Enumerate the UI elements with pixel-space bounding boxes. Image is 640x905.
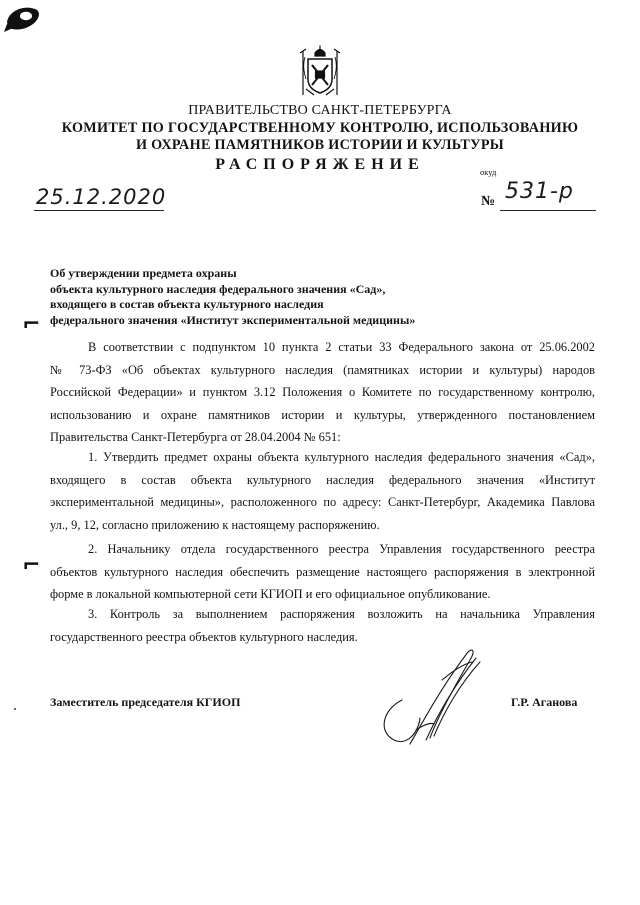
paragraph-line: государственного реестра объектов культурного наследия. — [50, 629, 358, 644]
subject-line: федерального значения «Институт экспериментальной медицины» — [50, 312, 416, 327]
coat-of-arms-emblem — [298, 45, 342, 97]
document-subject — [50, 266, 415, 328]
paragraph-line: 2. Начальнику отдела государственного реестра Управления государственного реестра — [88, 542, 595, 556]
government-title: ПРАВИТЕЛЬСТВО САНКТ-ПЕТЕРБУРГА — [188, 103, 452, 118]
committee-title-line-2: И ОХРАНЕ ПАМЯТНИКОВ ИСТОРИИ И КУЛЬТУРЫ — [135, 137, 505, 153]
signatory-name: Г.Р. Аганова — [511, 695, 578, 709]
paragraph-line: использованию и охране памятников истории и культуры, утвержденного постановлением — [50, 407, 595, 422]
paragraph-line: входящего в состав объекта культурного наследия федерального значения «Институт — [50, 472, 595, 487]
paragraph-line: форме в локальной компьютерной сети КГИОП и его официальное опубликование. — [50, 587, 491, 602]
scan-speck — [14, 708, 16, 710]
item-3-paragraph — [50, 603, 595, 648]
item-2-paragraph — [50, 538, 595, 606]
margin-mark: ⌐ — [22, 312, 41, 337]
okud-label: окуд — [480, 167, 497, 177]
signatory-role: Заместитель председателя КГИОП — [50, 695, 241, 709]
committee-title-line-1: КОМИТЕТ ПО ГОСУДАРСТВЕННОМУ КОНТРОЛЮ, ИСПОЛЬЗОВАНИЮ — [61, 120, 579, 136]
number-underline — [500, 210, 596, 211]
paragraph-line: 1. Утвердить предмет охраны объекта культурного наследия федерального значения «Сад», — [88, 450, 595, 464]
handwritten-order-number: 531-р — [505, 179, 574, 204]
paragraph-line: В соответствии с подпунктом 10 пункта 2 статьи 33 Федерального закона от 25.06.2002 — [88, 340, 595, 354]
handwritten-signature — [372, 640, 484, 750]
corner-logo-mark — [4, 2, 42, 36]
item-1-paragraph — [50, 446, 595, 536]
paragraph-line: № 73-ФЗ «Об объектах культурного наследия (памятниках истории и культуры) народов — [50, 362, 595, 377]
paragraph-line: объектов культурного наследия обеспечить размещение настоящего распоряжения в электронной — [50, 564, 595, 579]
subject-line: входящего в состав объекта культурного наследия — [50, 297, 324, 311]
subject-line: Об утверждении предмета охраны — [50, 266, 237, 280]
subject-line: объекта культурного наследия федерального значения «Сад», — [50, 281, 386, 296]
document-type-title: РАСПОРЯЖЕНИЕ — [215, 156, 425, 173]
date-underline — [34, 210, 164, 211]
paragraph-line: экспериментальной медицины», расположенного по адресу: Санкт-Петербург, Академика Павлова — [50, 495, 595, 510]
paragraph-line: 3. Контроль за выполнением распоряжения возложить на начальника Управления — [88, 607, 595, 621]
paragraph-line: ул., 9, 12, согласно приложению к настоящему распоряжению. — [50, 517, 380, 532]
margin-mark: ⌐ — [22, 553, 41, 578]
preamble-paragraph — [50, 336, 595, 449]
paragraph-line: Правительства Санкт-Петербурга от 28.04.2004 № 651: — [50, 430, 341, 445]
number-sign: № — [481, 194, 496, 209]
handwritten-date: 25.12.2020 — [36, 185, 167, 209]
paragraph-line: Российской Федерации» и пунктом 3.12 Положения о Комитете по государственному контролю, — [50, 385, 595, 400]
